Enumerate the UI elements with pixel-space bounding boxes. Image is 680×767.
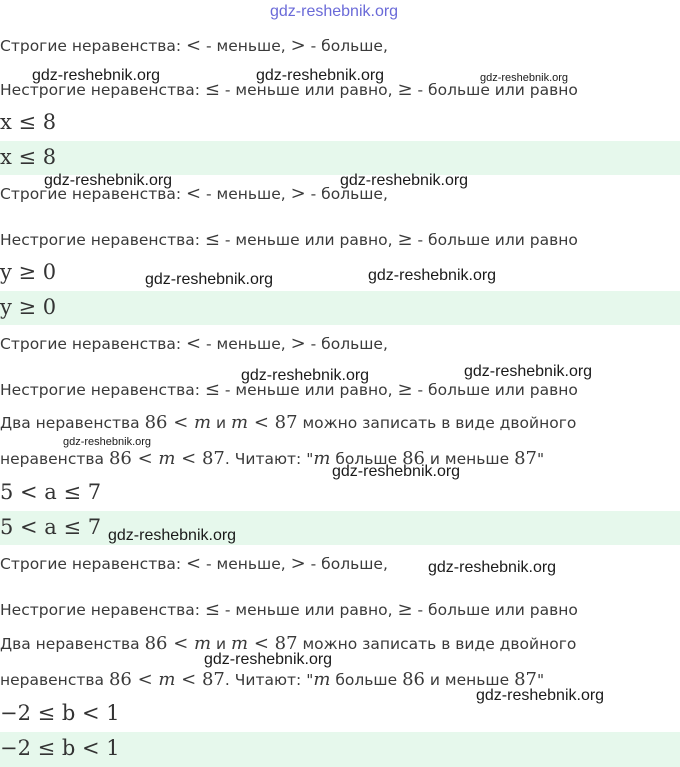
rule-strict-text: Строгие неравенства: < - меньше, > - больше,: [0, 333, 388, 354]
work-expression: 5 < a ≤ 7: [0, 480, 102, 504]
watermark: gdz-reshebnik.org: [368, 267, 497, 284]
answer-expression: 5 < a ≤ 7: [0, 515, 102, 539]
watermark: gdz-reshebnik.org: [44, 172, 173, 189]
double-inequality-text-1: Два неравенства 86 < m и m < 87 можно записать в виде двойного: [0, 412, 577, 433]
rule-strict-line: [0, 546, 680, 580]
rule-strict-line: [0, 28, 680, 62]
watermark: gdz-reshebnik.org: [476, 687, 605, 704]
watermark: gdz-reshebnik.org: [332, 463, 461, 480]
work-expression: x ≤ 8: [0, 110, 57, 134]
rule-nonstrict-line: [0, 592, 680, 626]
watermark: gdz-reshebnik.org: [32, 67, 161, 84]
rule-nonstrict-text: Нестрогие неравенства: ≤ - меньше или равно, ≥ - больше или равно: [0, 599, 578, 620]
rule-strict-text: Строгие неравенства: < - меньше, > - больше,: [0, 553, 388, 574]
work-expression: −2 ≤ b < 1: [0, 701, 120, 725]
double-inequality-line-1: [0, 627, 680, 661]
watermark: gdz-reshebnik.org: [340, 172, 469, 189]
watermark: gdz-reshebnik.org: [480, 72, 569, 84]
rule-nonstrict-text: Нестрогие неравенства: ≤ - меньше или равно, ≥ - больше или равно: [0, 79, 578, 100]
rule-nonstrict-text: Нестрогие неравенства: ≤ - меньше или равно, ≥ - больше или равно: [0, 379, 578, 400]
watermark: gdz-reshebnik.org: [241, 367, 370, 384]
rule-strict-line: [0, 326, 680, 360]
double-inequality-text-2: неравенства 86 < m < 87. Читают: "m больше 86 и меньше 87": [0, 448, 545, 469]
work-line: [0, 476, 680, 510]
rule-nonstrict-text: Нестрогие неравенства: ≤ - меньше или равно, ≥ - больше или равно: [0, 229, 578, 250]
answer-line: [0, 732, 680, 767]
watermark: gdz-reshebnik.org: [464, 363, 593, 380]
watermark: gdz-reshebnik.org: [256, 67, 385, 84]
watermark: gdz-reshebnik.org: [204, 651, 333, 668]
rule-nonstrict-line: [0, 222, 680, 256]
double-inequality-text-1: Два неравенства 86 < m и m < 87 можно записать в виде двойного: [0, 633, 577, 654]
watermark: gdz-reshebnik.org: [108, 527, 237, 544]
double-inequality-text-2: неравенства 86 < m < 87. Читают: "m больше 86 и меньше 87": [0, 669, 545, 690]
rule-strict-text: Строгие неравенства: < - меньше, > - больше,: [0, 35, 388, 56]
double-inequality-line-1: [0, 406, 680, 440]
rule-strict-text: Строгие неравенства: < - меньше, > - больше,: [0, 183, 388, 204]
answer-line: [0, 291, 680, 325]
answer-expression: y ≥ 0: [0, 295, 57, 319]
answer-expression: −2 ≤ b < 1: [0, 736, 120, 760]
watermark: gdz-reshebnik.org: [428, 559, 557, 576]
answer-expression: x ≤ 8: [0, 145, 57, 169]
watermark: gdz-reshebnik.org: [145, 271, 274, 288]
watermark: gdz-reshebnik.org: [270, 3, 399, 20]
answer-line: [0, 141, 680, 175]
answer-line: [0, 511, 680, 545]
work-line: [0, 256, 680, 290]
work-expression: y ≥ 0: [0, 260, 57, 284]
work-line: [0, 106, 680, 140]
watermark: gdz-reshebnik.org: [63, 436, 152, 448]
